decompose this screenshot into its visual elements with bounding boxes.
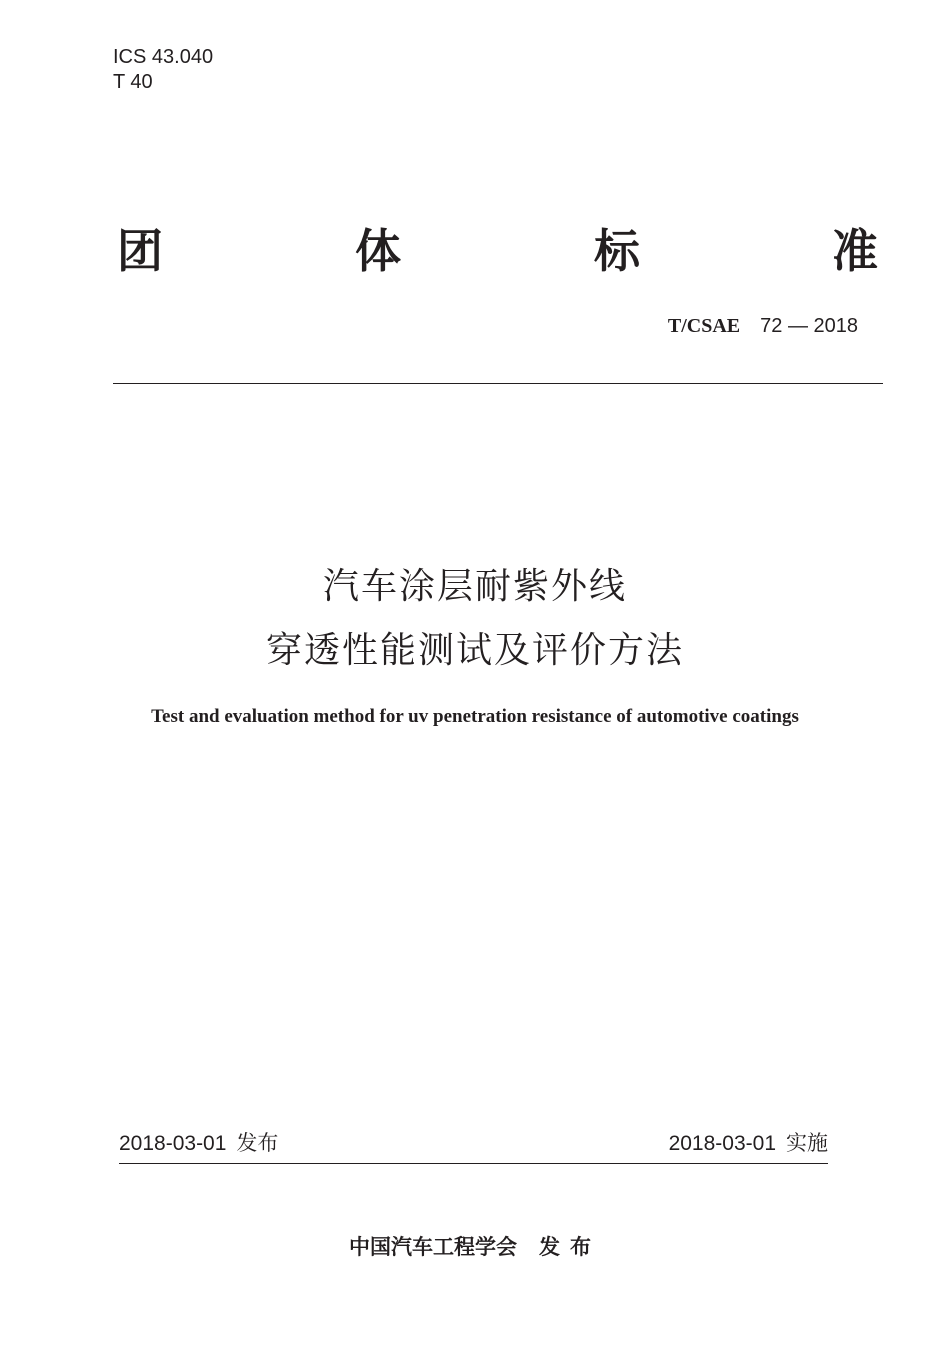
classification-code: T 40 xyxy=(113,71,153,93)
publish-date: 2018-03-01 xyxy=(119,1132,227,1155)
standard-number-value: 72 — 2018 xyxy=(760,315,858,337)
header-divider xyxy=(113,383,883,384)
standard-type-char-1: 团 xyxy=(117,224,163,278)
publish-label: 发布 xyxy=(236,1131,279,1155)
ics-code: ICS 43.040 xyxy=(113,46,214,68)
title-en: Test and evaluation method for uv penetration resistance of automotive coatings xyxy=(151,706,799,727)
implement-date: 2018-03-01 xyxy=(668,1132,776,1155)
issuer-block xyxy=(0,1233,950,1261)
issuer-name: 中国汽车工程学会 xyxy=(349,1234,517,1259)
issuer-action: 发布 xyxy=(539,1234,601,1259)
title-cn-line-2: 穿透性能测试及评价方法 xyxy=(265,630,684,671)
implement-date-block xyxy=(669,1129,828,1158)
date-divider xyxy=(119,1163,828,1164)
standard-number-prefix: T/CSAE xyxy=(667,315,741,337)
implement-label: 实施 xyxy=(786,1131,828,1155)
title-cn-line-1: 汽车涂层耐紫外线 xyxy=(322,566,627,607)
publish-date-block xyxy=(119,1129,278,1158)
standard-type-char-3: 标 xyxy=(594,224,640,278)
standard-number xyxy=(668,312,858,339)
standard-type-char-4: 准 xyxy=(832,224,878,278)
standard-type-char-2: 体 xyxy=(355,224,401,278)
